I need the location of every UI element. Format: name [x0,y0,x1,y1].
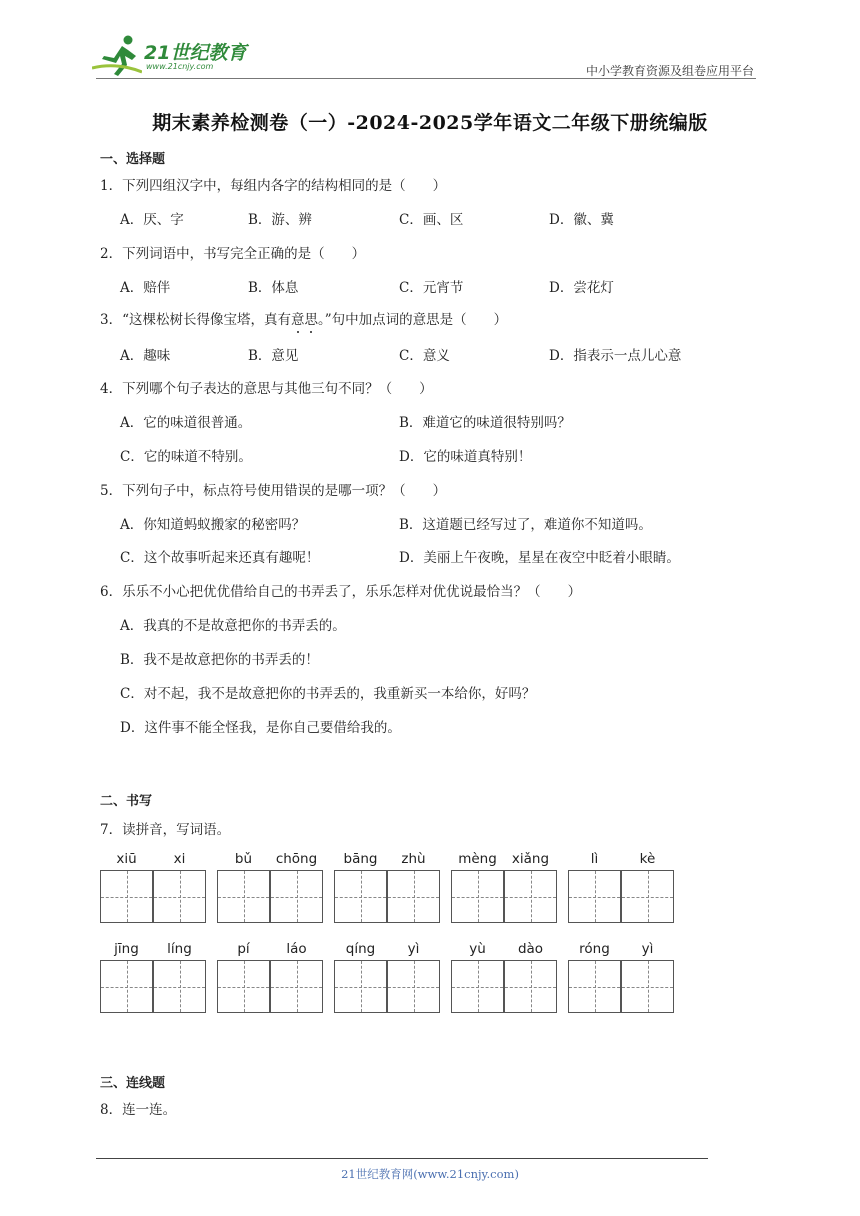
pinyin-label: yì [641,941,654,957]
q3-option-a: A．趣味 [120,348,171,364]
page-title: 期末素养检测卷（一）-2024-2025学年语文二年级下册统编版 [152,112,708,134]
tianzige-box[interactable] [568,960,621,1013]
pinyin-label: bāng [343,851,378,867]
tianzige-box[interactable] [270,960,323,1013]
section-heading-writing: 二、书写 [100,794,153,809]
pinyin-label: qíng [345,941,376,957]
tianzige-box[interactable] [451,870,504,923]
tianzige-box[interactable] [387,870,440,923]
footer-divider [96,1158,708,1159]
tianzige-box[interactable] [568,870,621,923]
header-platform-text: 中小学教育资源及组卷应用平台 [585,64,754,78]
pinyin-label: yù [469,941,486,957]
pinyin-label: pí [237,941,250,957]
tianzige-box[interactable] [153,870,206,923]
tianzige-box[interactable] [334,870,387,923]
section-heading-matching: 三、连线题 [100,1076,166,1091]
tianzige-box[interactable] [504,960,557,1013]
tianzige-box[interactable] [100,960,153,1013]
tianzige-box[interactable] [451,960,504,1013]
question-3-stem [100,308,507,328]
tianzige-box[interactable] [504,870,557,923]
q6-option-c: C．对不起，我不是故意把你的书弄丢的，我重新买一本给你，好吗？ [120,686,536,702]
question-4-stem: 4．下列哪个句子表达的意思与其他三句不同？（ ） [100,381,433,397]
q6-option-a: A．我真的不是故意把你的书弄丢的。 [120,618,346,634]
q3-option-c: C．意义 [399,348,450,364]
q5-option-c: C．这个故事听起来还真有趣呢！ [120,550,320,566]
question-5-stem: 5．下列句子中，标点符号使用错误的是哪一项？（ ） [100,483,447,499]
q4-option-a: A．它的味道很普通。 [120,415,252,431]
q2-option-a: A．赔伴 [120,280,171,296]
q5-option-b: B．这道题已经写过了，难道你不知道吗。 [399,517,652,533]
q4-option-b: B．难道它的味道很特别吗？ [399,415,571,431]
q5-option-a: A．你知道蚂蚁搬家的秘密吗？ [120,517,306,533]
q4-option-c: C．它的味道不特别。 [120,449,252,465]
q4-option-d: D．它的味道真特别！ [399,449,532,465]
logo-url: www.21cnjy.com [146,62,214,71]
question-6-stem: 6．乐乐不小心把优优借给自己的书弄丢了，乐乐怎样对优优说最恰当？（ ） [100,584,582,600]
pinyin-label: lì [590,851,599,867]
q1-option-d: D．徽、冀 [549,212,614,228]
q2-option-b: B．体息 [248,280,299,296]
question-1-stem: 1．下列四组汉字中，每组内各字的结构相同的是（ ） [100,178,447,194]
tianzige-box[interactable] [387,960,440,1013]
q6-option-d: D．这件事不能全怪我，是你自己要借给我的。 [120,720,401,736]
logo-text: 21世纪教育 [144,42,247,64]
tianzige-box[interactable] [217,870,270,923]
q2-option-d: D．尝花灯 [549,280,614,296]
pinyin-label: dào [517,941,544,957]
runner-logo-icon [92,34,142,78]
q3-option-b: B．意见 [248,348,299,364]
tianzige-box[interactable] [334,960,387,1013]
pinyin-label: xiū [116,851,137,867]
q3-stem-after: 。”句中加点词的意思是（ ） [318,312,508,328]
tianzige-box[interactable] [153,960,206,1013]
tianzige-box[interactable] [217,960,270,1013]
pinyin-label: mèng [458,851,497,867]
q3-dotted-char-1: 意 [291,312,305,328]
pinyin-label: róng [579,941,610,957]
q3-stem-before: 3．“这棵松树长得像宝塔，真有 [100,312,291,328]
pinyin-label: yì [407,941,420,957]
pinyin-label: kè [639,851,656,867]
pinyin-label: láo [286,941,307,957]
tianzige-box[interactable] [100,870,153,923]
tianzige-box[interactable] [621,960,674,1013]
pinyin-label: chōng [275,851,318,867]
pinyin-label: jīng [114,941,139,957]
q3-option-d: D．指表示一点儿心意 [549,348,682,364]
pinyin-label: zhù [401,851,426,867]
question-2-stem: 2．下列词语中，书写完全正确的是（ ） [100,246,366,262]
question-8-stem: 8．连一连。 [100,1102,177,1118]
footer-link[interactable]: 21世纪教育网(www.21cnjy.com) [341,1167,519,1181]
q5-option-d: D．美丽上午夜晚，星星在夜空中眨着小眼睛。 [399,550,680,566]
q3-dotted-char-2: 思 [304,312,318,328]
pinyin-label: xi [173,851,186,867]
header-divider [96,78,756,79]
question-7-stem: 7．读拼音，写词语。 [100,822,231,838]
q1-option-a: A．厌、字 [120,212,184,228]
tianzige-box[interactable] [621,870,674,923]
tianzige-box[interactable] [270,870,323,923]
pinyin-label: bǔ [234,851,253,867]
q2-option-c: C．元宵节 [399,280,464,296]
pinyin-label: xiǎng [511,851,550,867]
q6-option-b: B．我不是故意把你的书弄丢的！ [120,652,319,668]
q1-option-b: B．游、辨 [248,212,312,228]
site-logo [92,34,262,78]
pinyin-label: líng [167,941,192,957]
section-heading-choice: 一、选择题 [100,152,166,167]
q1-option-c: C．画、区 [399,212,464,228]
